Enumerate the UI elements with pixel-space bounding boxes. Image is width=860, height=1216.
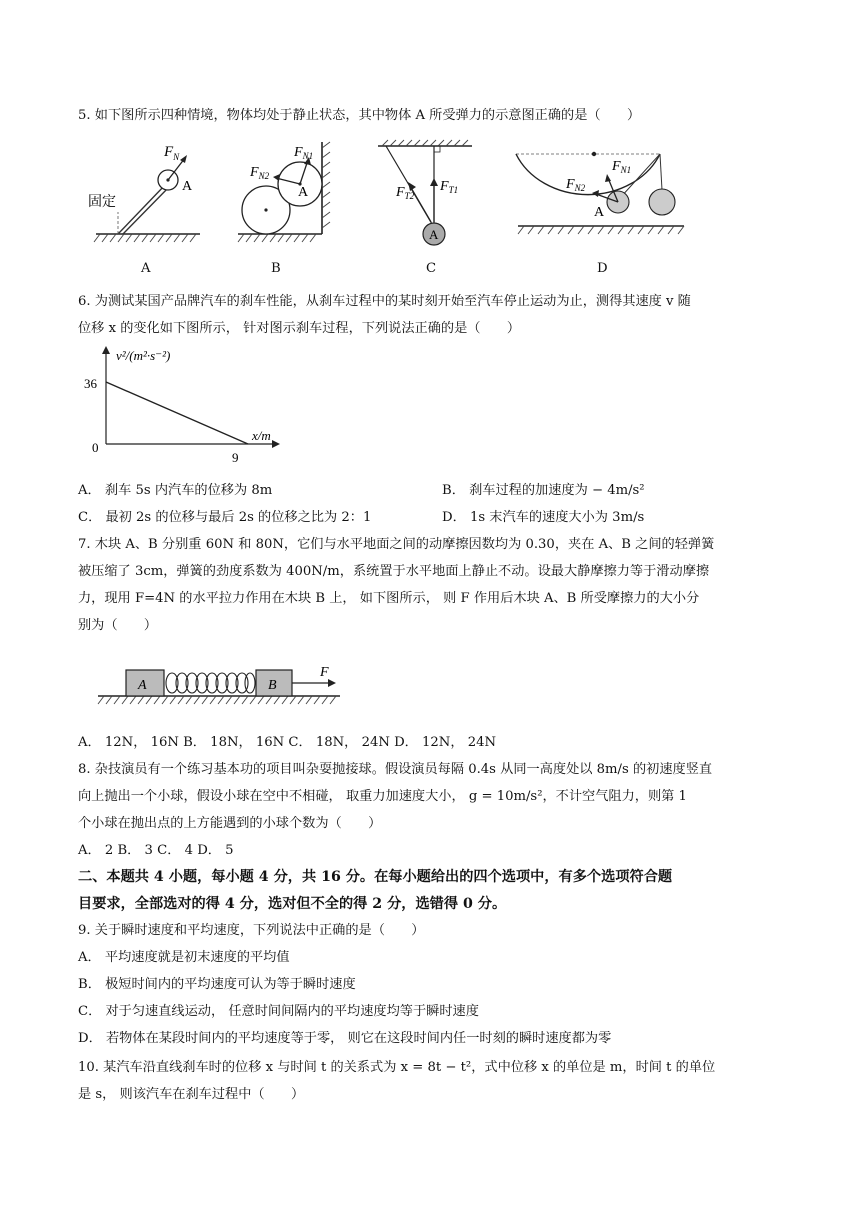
fig-d-body-label: A xyxy=(594,205,605,220)
chart-y-tick: 36 xyxy=(84,376,97,391)
q6-stem-line1: 6. 为测试某国产品牌汽车的刹车性能，从刹车过程中的某时刻开始至汽车停止运动为止，测得其速度 v 随 xyxy=(78,294,691,309)
chart-x-tick: 9 xyxy=(232,450,239,465)
q6-option-a: A． 刹车 5s 内汽车的位移为 8m xyxy=(78,483,273,498)
fig-d-f2-label: $F_{N2}$ xyxy=(566,177,586,193)
q9-stem: 9. 关于瞬时速度和平均速度，下列说法中正确的是（ ） xyxy=(78,923,425,938)
q7-stem-line2: 被压缩了 3cm，弹簧的劲度系数为 400N/m，系统置于水平地面上静止不动。设最大静摩擦力等于滑动摩擦 xyxy=(78,564,710,579)
q6-option-b: B． 刹车过程的加速度为 − 4m/s² xyxy=(442,483,645,498)
fig-b-f1-label: $F_{N1}$ xyxy=(294,145,314,161)
chart-xlabel: x/m xyxy=(252,428,271,443)
chart-origin: 0 xyxy=(92,440,99,455)
section2-heading-line2: 目要求，全部选对的得 4 分，选对但不全的得 2 分，选错得 0 分。 xyxy=(78,896,507,912)
q8-stem-line1: 8. 杂技演员有一个练习基本功的项目叫杂耍抛接球。假设演员每隔 0.4s 从同一高度处以 8m/s 的初速度竖直 xyxy=(78,762,713,777)
q6-option-d: D． 1s 末汽车的速度大小为 3m/s xyxy=(442,510,645,525)
spring xyxy=(166,673,255,693)
fig-b-f2-label: $F_{N2}$ xyxy=(250,165,270,181)
q6-chart xyxy=(80,344,290,468)
q6-option-c: C． 最初 2s 的位移与最后 2s 的位移之比为 2：1 xyxy=(78,510,372,525)
q7-stem-line3: 力，现用 F=4N 的水平拉力作用在木块 B 上， 如下图所示， 则 F 作用后木块 A、B 所受摩擦力的大小分 xyxy=(78,591,700,606)
q10-stem-line2: 是 s， 则该汽车在刹车过程中（ ） xyxy=(78,1087,305,1102)
q5-figure-c xyxy=(376,138,476,250)
q7-stem-line4: 别为（ ） xyxy=(78,618,158,633)
q7-options: A． 12N， 16N B． 18N， 16N C． 18N， 24N D． 12N， 24N xyxy=(78,735,497,750)
fig-c-caption: C xyxy=(426,261,437,276)
q8-stem-line2: 向上抛出一个小球，假设小球在空中不相碰， 取重力加速度大小， g = 10m/s²，不计空气阻力，则第 1 xyxy=(78,789,687,804)
chart-ylabel: v²/(m²·s⁻²) xyxy=(116,348,171,363)
chart-series-line xyxy=(106,382,248,444)
q7-stem-line1: 7. 木块 A、B 分别重 60N 和 80N，它们与水平地面之间的动摩擦因数均为 0.30，夹在 A、B 之间的轻弹簧 xyxy=(78,537,715,552)
fig-a-body-label: A xyxy=(182,179,193,194)
fig-a-caption: A xyxy=(141,261,151,276)
q6-stem-line2: 位移 x 的变化如下图所示， 针对图示刹车过程，下列说法正确的是（ ） xyxy=(78,321,521,336)
fig-a-fixed-label: 固定 xyxy=(88,195,116,210)
q10-stem-line1: 10. 某汽车沿直线刹车时的位移 x 与时间 t 的关系式为 x = 8t − t²，式中位移 x 的单位是 m，时间 t 的单位 xyxy=(78,1060,716,1075)
fig-d-caption: D xyxy=(597,261,608,276)
chart-x-arrow xyxy=(272,440,280,448)
q9-option-d: D． 若物体在某段时间内的平均速度等于零， 则它在这段时间内任一时刻的瞬时速度都为零 xyxy=(78,1031,612,1046)
svg-text:A: A xyxy=(138,678,147,693)
fig-a-force-label: $F_N$ xyxy=(164,144,180,162)
fig-b-body-label: A xyxy=(298,185,309,200)
svg-text:B: B xyxy=(268,678,277,693)
fig-c-body-label: A xyxy=(429,227,439,242)
chart-y-arrow xyxy=(102,346,110,354)
fig-d-f1-label: $F_{N1}$ xyxy=(612,159,632,175)
q7-figure xyxy=(96,662,346,708)
q5-figure-d xyxy=(512,144,692,236)
q8-options: A． 2 B． 3 C． 4 D． 5 xyxy=(78,843,234,858)
q5-figure-a xyxy=(88,138,208,246)
q5-stem: 5. 如下图所示四种情境，物体均处于静止状态，其中物体 A 所受弹力的示意图正确的是（ ） xyxy=(78,108,641,123)
q8-stem-line3: 个小球在抛出点的上方能遇到的小球个数为（ ） xyxy=(78,816,382,831)
q9-option-a: A． 平均速度就是初末速度的平均值 xyxy=(78,950,290,965)
fig-c-f1-label: $F_{T1}$ xyxy=(440,179,459,195)
q5-figure-b xyxy=(236,138,336,246)
fig-c-f2-label: $F_{T2}$ xyxy=(396,185,415,201)
q9-option-b: B． 极短时间内的平均速度可认为等于瞬时速度 xyxy=(78,977,356,992)
fig-b-caption: B xyxy=(271,261,281,276)
q9-option-c: C． 对于匀速直线运动， 任意时间间隔内的平均速度均等于瞬时速度 xyxy=(78,1004,479,1019)
section2-heading-line1: 二、本题共 4 小题，每小题 4 分，共 16 分。在每小题给出的四个选项中，有多个选项符合题 xyxy=(78,869,673,885)
svg-text:F: F xyxy=(320,665,329,680)
